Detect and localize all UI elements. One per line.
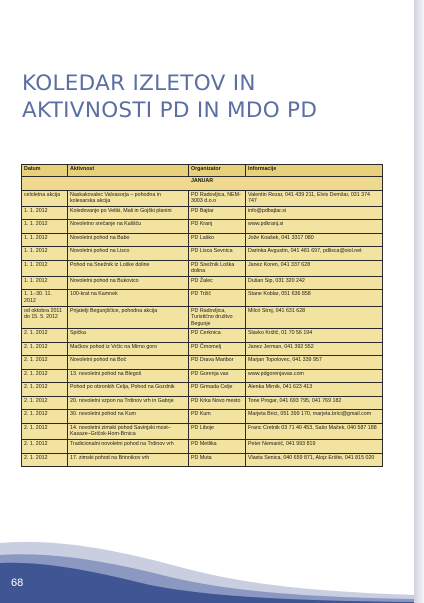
cell-aktivnost: Novoletni pohod na Bukovico <box>68 276 189 290</box>
table-row <box>22 396 383 410</box>
cell-informacije: Janez Koren, 041 337 628 <box>246 260 383 276</box>
cell-datum: celoletna akcija <box>22 190 68 206</box>
cell-informacije: Slavko Križič, 01 70 56 194 <box>246 329 383 343</box>
cell-datum: 1. 1. 2012 <box>22 220 68 234</box>
cell-datum: 2. 1. 2012 <box>22 329 68 343</box>
cell-aktivnost: 20. novoletni vzpon na Trdinov vrh in Gabrje <box>68 396 189 410</box>
cell-informacije: Milcó Strnj, 041 631 628 <box>246 306 383 329</box>
cell-informacije: Darinka Avgustin, 041 481 697, pdlisca@siol.net <box>246 247 383 261</box>
cell-aktivnost: 14. novoletni zimski pohod Savinjski most–Kasaze–Gričok-Hom-Brnica <box>68 423 189 439</box>
cell-aktivnost: Prijatelji Begunjščice, pohodna akcija <box>68 306 189 329</box>
cell-aktivnost: Tradicionalni novoletni pohod na Trdinov vrh <box>68 440 189 454</box>
cell-datum: 2. 1. 2012 <box>22 369 68 383</box>
header-datum: Datum <box>22 165 68 177</box>
table-row <box>22 453 383 467</box>
cell-aktivnost: Novoletni pohod na Lisco <box>68 247 189 261</box>
cell-organizator: PD Gorenja vas <box>189 369 246 383</box>
cell-datum: 1. 1. 2012 <box>22 206 68 220</box>
cell-informacije: www.pdgorenjavas.com <box>246 369 383 383</box>
cell-datum: 2. 1. 2012 <box>22 440 68 454</box>
cell-organizator: PD Snežnik Loška dolina <box>189 260 246 276</box>
header-aktivnost: Aktivnost <box>68 165 189 177</box>
cell-aktivnost: 13. novoletni pohod na Blegoš <box>68 369 189 383</box>
month-label: JANUAR <box>22 177 383 191</box>
table-row <box>22 383 383 397</box>
table-row <box>22 190 383 206</box>
cell-aktivnost: Spička <box>68 329 189 343</box>
cell-organizator: PD Metlika <box>189 440 246 454</box>
page-shadow <box>414 0 424 603</box>
cell-informacije: Stane Koblar, 051 636 858 <box>246 290 383 306</box>
cell-aktivnost: 17. zimski pohod na Brinnikov vrh <box>68 453 189 467</box>
month-row <box>22 177 383 191</box>
cell-aktivnost: Pohod na Snežnik iz Loške doline <box>68 260 189 276</box>
cell-informacije: Alenka Mirnik, 041 623 413 <box>246 383 383 397</box>
table-row <box>22 233 383 247</box>
cell-datum: 1. 1. 2012 <box>22 247 68 261</box>
cell-organizator: PD Muta <box>189 453 246 467</box>
cell-organizator: PD Kum <box>189 410 246 424</box>
page-title-line-2: AKTIVNOSTI PD IN MDO PD <box>22 98 318 123</box>
cell-organizator: PD Radovljica, NEM-3003 d.o.o <box>189 190 246 206</box>
cell-aktivnost: 100-krat na Kamnek <box>68 290 189 306</box>
cell-informacije: Peter Nemanič, 041 993 819 <box>246 440 383 454</box>
table-row <box>22 440 383 454</box>
cell-organizator: PD Žalec <box>189 276 246 290</box>
table-row <box>22 206 383 220</box>
page-title-line-1: KOLEDAR IZLETOV IN <box>22 71 256 96</box>
cell-organizator: PD Lisca Sevnica <box>189 247 246 261</box>
cell-datum: 1. 1. 2012 <box>22 260 68 276</box>
cell-informacije: Marjeta Brici, 051 399 170, marjeta.brici@gmail.com <box>246 410 383 424</box>
header-organizator: Organizator <box>189 165 246 177</box>
cell-aktivnost: Novoletno srečanje na Kališču <box>68 220 189 234</box>
cell-organizator: PD Bajtar <box>189 206 246 220</box>
cell-organizator: PD Laško <box>189 233 246 247</box>
cell-datum: 2. 1. 2012 <box>22 423 68 439</box>
table-row <box>22 329 383 343</box>
cell-datum: 1. 1.-30. 11. 2012 <box>22 290 68 306</box>
cell-aktivnost: Mačkov pohod iz Vrčic na Mirno goro <box>68 342 189 356</box>
cell-informacije: www.pdkranj.si <box>246 220 383 234</box>
cell-organizator: PD Krka Novo mesto <box>189 396 246 410</box>
page-number: 68 <box>11 577 24 589</box>
cell-datum: 1. 1. 2012 <box>22 276 68 290</box>
table-row <box>22 276 383 290</box>
table-row <box>22 369 383 383</box>
table-row <box>22 342 383 356</box>
cell-aktivnost: Novoletni pohod na Babo <box>68 233 189 247</box>
page-title <box>22 70 402 124</box>
footer-wave <box>0 533 414 603</box>
table-row <box>22 423 383 439</box>
table-header-row <box>22 165 383 177</box>
cell-aktivnost: Novoletni pohod na Boč <box>68 356 189 370</box>
cell-organizator: PD Tržič <box>189 290 246 306</box>
cell-aktivnost: 30. novoletni pohod na Kum <box>68 410 189 424</box>
table-row <box>22 306 383 329</box>
cell-datum: 1. 1. 2012 <box>22 233 68 247</box>
cell-datum: 2. 1. 2012 <box>22 356 68 370</box>
table-row <box>22 290 383 306</box>
events-table <box>21 164 383 467</box>
cell-datum: od oktobra 2011 do 15. 5. 2012 <box>22 306 68 329</box>
cell-datum: 2. 1. 2012 <box>22 396 68 410</box>
cell-organizator: PD Kranj <box>189 220 246 234</box>
cell-informacije: Marjan Topolovec, 041 339 957 <box>246 356 383 370</box>
cell-aktivnost: Pohod po obronkih Celja, Pohod na Gozdnik <box>68 383 189 397</box>
header-informacije: Informacije <box>246 165 383 177</box>
cell-datum: 2. 1. 2012 <box>22 410 68 424</box>
cell-informacije: info@pdbajtar.si <box>246 206 383 220</box>
cell-organizator: PD Črnomelj <box>189 342 246 356</box>
cell-datum: 2. 1. 2012 <box>22 342 68 356</box>
cell-datum: 2. 1. 2012 <box>22 453 68 467</box>
cell-organizator: PD Cerknica <box>189 329 246 343</box>
table-row <box>22 260 383 276</box>
table-row <box>22 220 383 234</box>
cell-organizator: PD Grmada Celje <box>189 383 246 397</box>
cell-organizator: PD Radovljica, Turistično društvo Begunje <box>189 306 246 329</box>
cell-datum: 2. 1. 2012 <box>22 383 68 397</box>
cell-informacije: Janez Jerman, 041 392 552 <box>246 342 383 356</box>
table-row <box>22 247 383 261</box>
table-row <box>22 410 383 424</box>
cell-informacije: Tone Progar, 041 693 795, 041 769 182 <box>246 396 383 410</box>
cell-informacije: Jože Koašek, 041 3317 080 <box>246 233 383 247</box>
cell-organizator: PD Liboje <box>189 423 246 439</box>
cell-organizator: PD Drava Maribor <box>189 356 246 370</box>
cell-informacije: Valentin Rezar, 041 439 211, Elvis Demšar, 031 374 747 <box>246 190 383 206</box>
cell-aktivnost: Naskakovalec Valvasorja – pohodna in kolesarska akcija <box>68 190 189 206</box>
cell-informacije: Dušan Sip, 031 320 242 <box>246 276 383 290</box>
cell-informacije: Franc Cretnik 03 71 40 453, Sašo Maček, 040 587 188 <box>246 423 383 439</box>
table-row <box>22 356 383 370</box>
cell-aktivnost: Koledovanje po Veliki, Mali in Gojški planini <box>68 206 189 220</box>
cell-informacije: Vlasta Senica, 040 659 871, Alojz Erište, 041 815 020 <box>246 453 383 467</box>
